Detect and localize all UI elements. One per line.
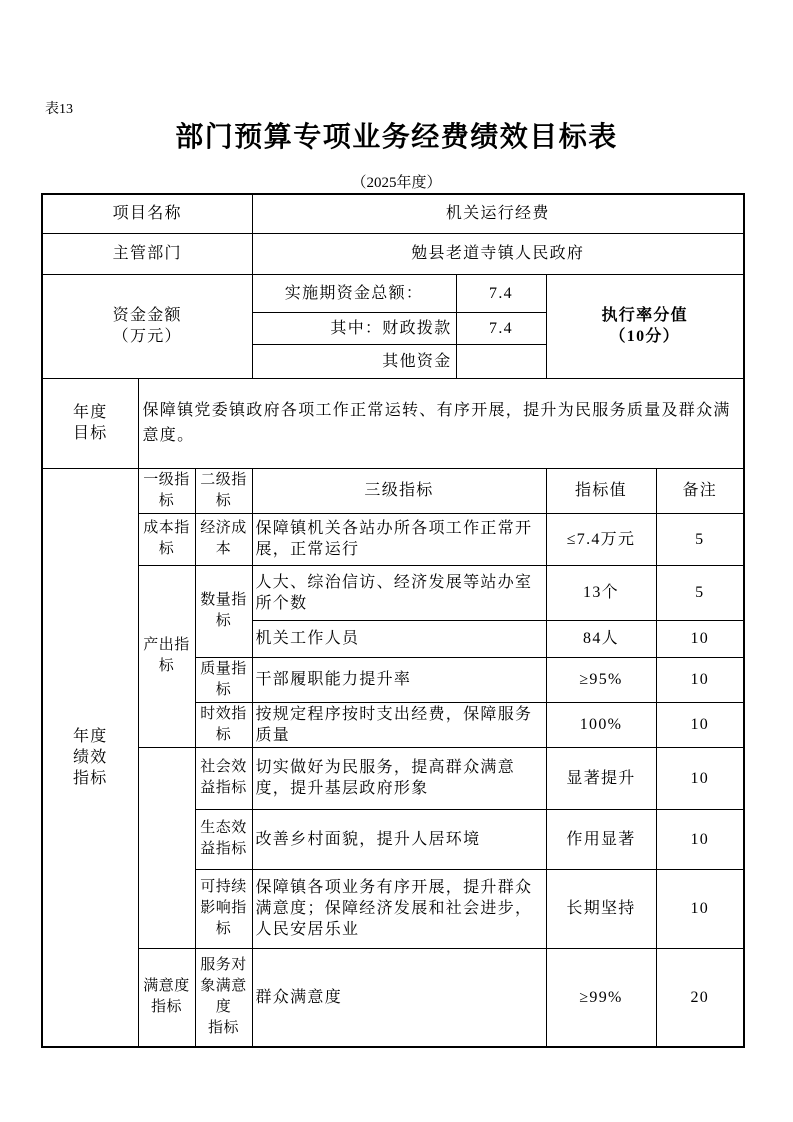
level1-header: 一级指标 (138, 468, 195, 513)
table-number: 表13 (45, 102, 73, 117)
total-funds-value: 7.4 (456, 274, 546, 312)
table-row (42, 747, 744, 809)
social-benefit-target-value: 显著提升 (546, 747, 656, 809)
document-year: （2025年度） (351, 175, 442, 191)
ecological-benefit-indicator: 生态效益指标 (195, 809, 252, 869)
performance-target-table (41, 193, 745, 1048)
sustainable-impact-indicator: 可持续影响指标 (195, 869, 252, 948)
project-name-row (42, 194, 744, 233)
fiscal-funds-label: 其中：财政拨款 (252, 312, 456, 344)
value-header: 指标值 (546, 468, 656, 513)
department-row (42, 233, 744, 274)
satisfaction-indicator: 满意度指标 (138, 948, 195, 1047)
staff-target-value: 84人 (546, 620, 656, 657)
table-row (42, 948, 744, 1047)
sustainable-impact-target-value: 长期坚持 (546, 869, 656, 948)
quality-note: 10 (656, 657, 744, 702)
project-name-value: 机关运行经费 (252, 194, 744, 233)
other-funds-label: 其他资金 (252, 344, 456, 378)
quantity-detail: 人大、综治信访、经济发展等站办室所个数 (252, 565, 546, 620)
funds-total-row (42, 274, 744, 312)
ecological-benefit-note: 10 (656, 809, 744, 869)
quality-target-value: ≥95% (546, 657, 656, 702)
social-benefit-indicator: 社会效益指标 (195, 747, 252, 809)
project-name-label: 项目名称 (42, 194, 252, 233)
benefit-indicator-cell (138, 747, 195, 948)
timeliness-detail: 按规定程序按时支出经费，保障服务质量 (252, 702, 546, 747)
level2-header: 二级指标 (195, 468, 252, 513)
note-header: 备注 (656, 468, 744, 513)
performance-indicators-label-cell (42, 468, 138, 1047)
fiscal-funds-value: 7.4 (456, 312, 546, 344)
cost-target-value: ≤7.4万元 (546, 513, 656, 565)
staff-detail: 机关工作人员 (252, 620, 546, 657)
funds-label: 资金金额（万元） (112, 307, 182, 345)
total-funds-label: 实施期资金总额： (252, 274, 456, 312)
satisfaction-detail: 群众满意度 (252, 948, 546, 1047)
quantity-target-value: 13个 (546, 565, 656, 620)
table-row (42, 565, 744, 620)
annual-goal-label-cell (42, 378, 138, 468)
quantity-indicator: 数量指标 (195, 565, 252, 657)
performance-indicators-label: 年度绩效指标 (72, 727, 108, 787)
timeliness-target-value: 100% (546, 702, 656, 747)
annual-goal-label: 年度目标 (72, 404, 108, 442)
social-benefit-note: 10 (656, 747, 744, 809)
indicator-header-row (42, 468, 744, 513)
table-row (42, 513, 744, 565)
funds-label-cell (42, 274, 252, 378)
staff-note: 10 (656, 620, 744, 657)
satisfaction-target-value: ≥99% (546, 948, 656, 1047)
satisfaction-note: 20 (656, 948, 744, 1047)
ecological-benefit-target-value: 作用显著 (546, 809, 656, 869)
ecological-benefit-detail: 改善乡村面貌，提升人居环境 (252, 809, 546, 869)
annual-goal-text: 保障镇党委镇政府各项工作正常运转、有序开展，提升为民服务质量及群众满意度。 (138, 378, 744, 468)
sustainable-impact-detail: 保障镇各项业务有序开展，提升群众满意度；保障经济发展和社会进步，人民安居乐业 (252, 869, 546, 948)
annual-goal-row (42, 378, 744, 468)
sustainable-impact-note: 10 (656, 869, 744, 948)
level3-header: 三级指标 (252, 468, 546, 513)
cost-note: 5 (656, 513, 744, 565)
quantity-note: 5 (656, 565, 744, 620)
economic-cost-indicator: 经济成本 (195, 513, 252, 565)
output-indicator: 产出指标 (138, 565, 195, 747)
social-benefit-detail: 切实做好为民服务，提高群众满意度，提升基层政府形象 (252, 747, 546, 809)
cost-detail: 保障镇机关各站办所各项工作正常开展，正常运行 (252, 513, 546, 565)
department-value: 勉县老道寺镇人民政府 (252, 233, 744, 274)
timeliness-note: 10 (656, 702, 744, 747)
document-title: 部门预算专项业务经费绩效目标表 (175, 122, 618, 153)
timeliness-indicator: 时效指标 (195, 702, 252, 747)
execution-score-label: 执行率分值（10分） (601, 307, 688, 345)
cost-indicator: 成本指标 (138, 513, 195, 565)
quality-detail: 干部履职能力提升率 (252, 657, 546, 702)
quality-indicator: 质量指标 (195, 657, 252, 702)
other-funds-value (456, 344, 546, 378)
department-label: 主管部门 (42, 233, 252, 274)
service-target-satisfaction-indicator: 服务对象满意度 指标 (195, 948, 252, 1047)
execution-score-cell (546, 274, 744, 378)
